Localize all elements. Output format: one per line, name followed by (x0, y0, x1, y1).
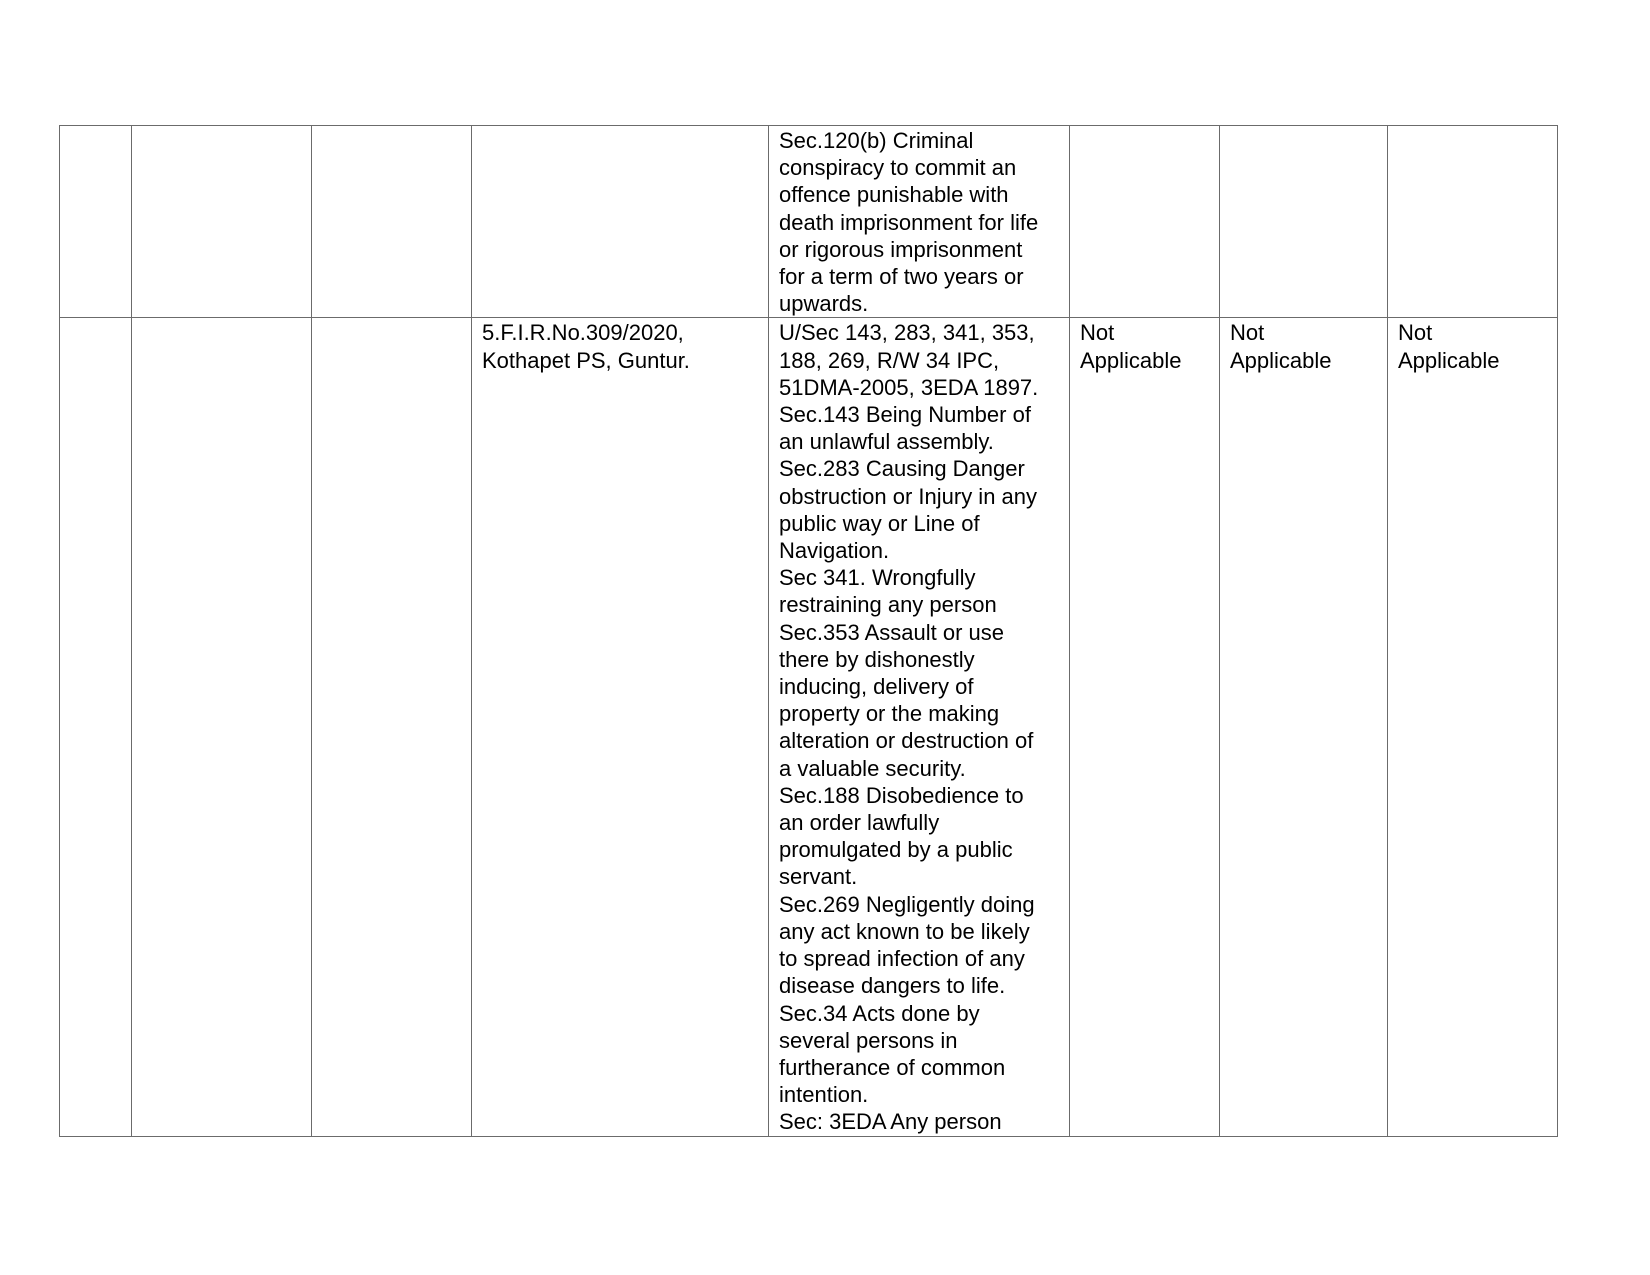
cell-text-line: Not (1230, 320, 1265, 346)
status-cell-2 (1220, 126, 1388, 318)
cell-text-line: promulgated by a public (779, 837, 1013, 863)
cell-text-line: for a term of two years or (779, 264, 1024, 290)
cell-text-line: property or the making (779, 701, 1000, 727)
cell-text-line: an unlawful assembly. (779, 429, 994, 455)
details-cell (312, 126, 472, 318)
cell-text-line: Applicable (1398, 347, 1500, 373)
cell-text-line: to spread infection of any (779, 946, 1025, 972)
serial-cell (60, 318, 132, 1136)
cell-text-line: Sec.353 Assault or use (779, 619, 1005, 645)
cell-text-line: Sec.269 Negligently doing (779, 891, 1035, 917)
cell-text-line: Kothapet PS, Guntur. (482, 347, 690, 373)
cell-text-line: U/Sec 143, 283, 341, 353, (779, 320, 1035, 346)
cell-text-line: restraining any person (779, 592, 997, 618)
cell-text-line: intention. (779, 1082, 869, 1108)
cell-text-line: several persons in (779, 1027, 958, 1053)
case-details-table (59, 125, 1558, 1137)
sections-cell (769, 318, 1070, 1136)
cell-text-line: disease dangers to life. (779, 973, 1006, 999)
fir-cell (472, 318, 769, 1136)
cell-text-line: Sec.34 Acts done by (779, 1000, 980, 1026)
cell-text-line: 5.F.I.R.No.309/2020, (482, 320, 684, 346)
cell-text-line: Sec.283 Causing Danger (779, 456, 1025, 482)
cell-text-line: Sec.188 Disobedience to (779, 782, 1024, 808)
cell-text-line: obstruction or Injury in any (779, 483, 1038, 509)
cell-text-line: furtherance of common (779, 1054, 1006, 1080)
cell-text-line: upwards. (779, 291, 869, 317)
cell-text-line: an order lawfully (779, 810, 940, 836)
serial-cell (60, 126, 132, 318)
cell-text-line: Sec: 3EDA Any person (779, 1109, 1002, 1135)
table-row (60, 126, 1558, 318)
name-cell (132, 126, 312, 318)
cell-text-line: alteration or destruction of (779, 728, 1034, 754)
cell-text-line: offence punishable with (779, 182, 1009, 208)
cell-text-line: Not (1398, 320, 1433, 346)
status-cell-3 (1388, 126, 1558, 318)
cell-text-line: Applicable (1080, 347, 1182, 373)
cell-text-line: Sec.143 Being Number of (779, 402, 1031, 428)
sections-cell (769, 126, 1070, 318)
cell-text-line: Sec.120(b) Criminal (779, 128, 974, 153)
cell-text-line: 188, 269, R/W 34 IPC, (779, 347, 1000, 373)
cell-text-line: servant. (779, 864, 858, 890)
cell-text-line: death imprisonment for life (779, 209, 1039, 235)
cell-text-line: Not (1080, 320, 1115, 346)
details-cell (312, 318, 472, 1136)
fir-cell (472, 126, 769, 318)
cell-text-line: public way or Line of (779, 510, 980, 536)
cell-text-line: Applicable (1230, 347, 1332, 373)
cell-text-line: 51DMA-2005, 3EDA 1897. (779, 374, 1039, 400)
status-cell-1 (1070, 318, 1220, 1136)
table-row (60, 318, 1558, 1136)
status-cell-2 (1220, 318, 1388, 1136)
cell-text-line: conspiracy to commit an (779, 155, 1017, 181)
status-cell-1 (1070, 126, 1220, 318)
cell-text-line: Sec 341. Wrongfully (779, 565, 976, 591)
status-cell-3 (1388, 318, 1558, 1136)
cell-text-line: inducing, delivery of (779, 674, 974, 700)
cell-text-line: or rigorous imprisonment (779, 236, 1023, 262)
cell-text-line: Navigation. (779, 538, 890, 564)
cell-text-line: any act known to be likely (779, 918, 1030, 944)
name-cell (132, 318, 312, 1136)
cell-text-line: there by dishonestly (779, 646, 975, 672)
cell-text-line: a valuable security. (779, 755, 966, 781)
